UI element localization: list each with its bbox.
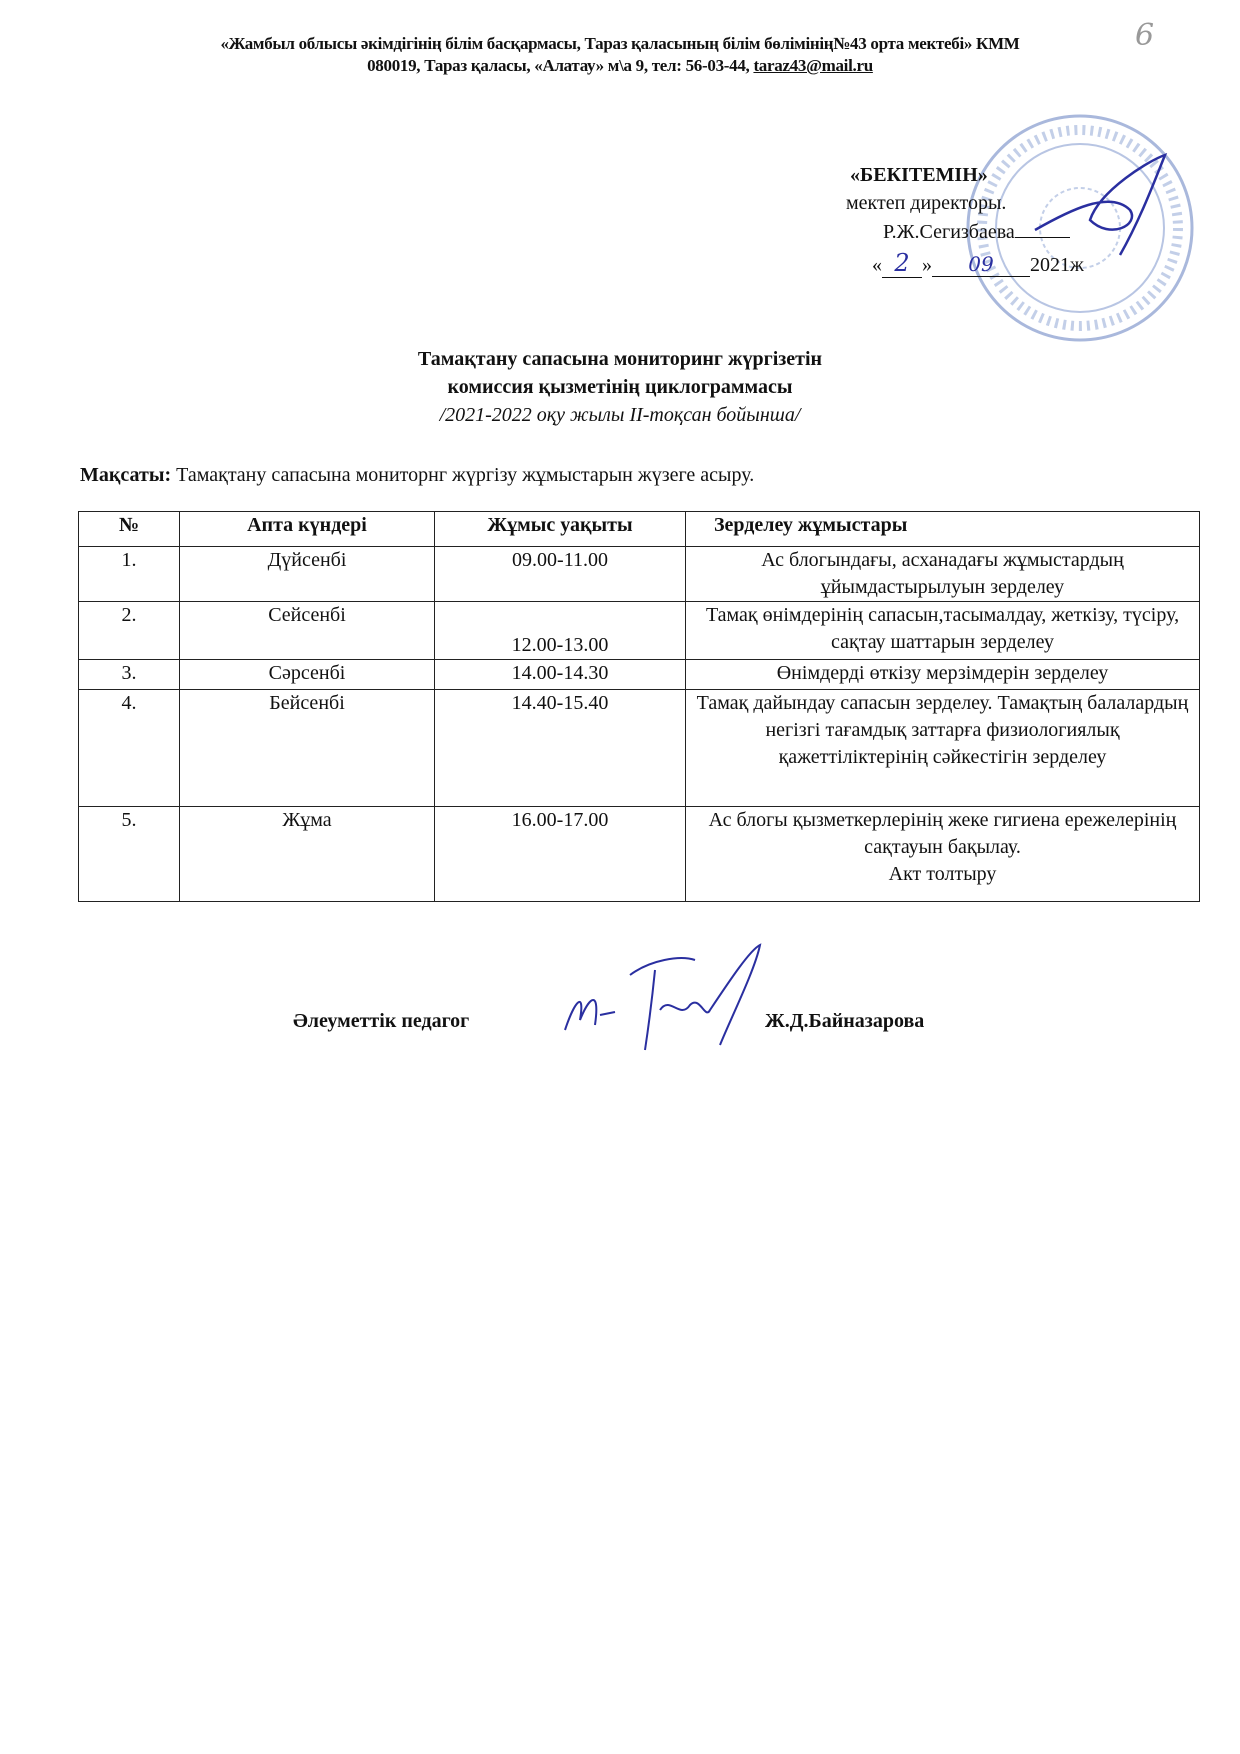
row-task: Өнімдерді өткізу мерзімдерін зерделеу [686, 660, 1200, 690]
date-quote-open: « [872, 254, 882, 276]
row-task: Тамақ өнімдерінің сапасын,тасымалдау, жеткізу, түсіру, сақтау шаттарын зерделеу [686, 602, 1200, 660]
table-header-row [79, 512, 1200, 547]
approval-role: мектеп директоры. [846, 192, 1007, 214]
director-name: Р.Ж.Сегизбаева [883, 221, 1015, 243]
header-time: Жұмыс уақыты [435, 512, 686, 547]
row-number: 1. [79, 547, 180, 602]
row-task: Тамақ дайындау сапасын зерделеу. Тамақтың балалардың негізгі тағамдық заттарға физиологиялық қажеттіліктерінің сәйкестігін зерделеу [686, 690, 1200, 807]
header-number: № [79, 512, 180, 547]
row-day: Бейсенбі [180, 690, 435, 807]
row-task: Ас блогындағы, асханадағы жұмыстардың ұйымдастырылуын зерделеу [686, 547, 1200, 602]
table-row [79, 602, 1200, 660]
row-time: 09.00-11.00 [435, 547, 686, 602]
table-row [79, 690, 1200, 807]
goal-label: Мақсаты: [80, 464, 172, 486]
page-number-mark: 6 [1135, 18, 1155, 53]
row-time: 14.40-15.40 [435, 690, 686, 807]
date-year: 2021ж [1030, 254, 1084, 276]
header-line-2 [0, 56, 1240, 76]
row-day: Жұма [180, 807, 435, 902]
document-title-line-1: Тамақтану сапасына мониторинг жүргізетін [417, 348, 823, 370]
goal-text: Тамақтану сапасына мониторнг жүргізу жұмыстарын жүзеге асыру. [171, 464, 755, 486]
date-day: 2 [882, 249, 922, 278]
row-number: 4. [79, 690, 180, 807]
header-address: 080019, Тараз қаласы, «Алатау» м\а 9, тел: 56-03-44, [367, 56, 754, 75]
approval-heading: «БЕКІТЕМІН» [850, 164, 988, 186]
row-number: 5. [79, 807, 180, 902]
goal-statement [80, 464, 754, 487]
row-number: 2. [79, 602, 180, 660]
header-line-1: «Жамбыл облысы әкімдігінің білім басқармасы, Тараз қаласының білім бөлімінің№43 орта мектебі» КММ [220, 34, 1020, 53]
document-title-line-2: комиссия қызметінің циклограммасы [447, 376, 793, 398]
table-row [79, 660, 1200, 690]
date-month: 09 [932, 252, 1030, 277]
row-task [686, 807, 1200, 902]
document-subtitle: /2021-2022 оқу жылы ІІ-тоқсан бойынша/ [439, 404, 801, 426]
footer-name: Ж.Д.Байназарова [765, 1010, 925, 1032]
row-time: 16.00-17.00 [435, 807, 686, 902]
row-task-extra: Акт толтыру [888, 863, 997, 885]
table-row [79, 807, 1200, 902]
header-task: Зерделеу жұмыстары [686, 512, 1200, 547]
pedagog-signature [560, 940, 770, 1055]
footer-role: Әлеуметтік педагог [293, 1010, 470, 1032]
director-signature [1030, 150, 1180, 260]
schedule-table [78, 511, 1200, 902]
row-number: 3. [79, 660, 180, 690]
row-time: 14.00-14.30 [435, 660, 686, 690]
row-day: Сейсенбі [180, 602, 435, 660]
table-row [79, 547, 1200, 602]
header-weekday: Апта күндері [180, 512, 435, 547]
date-quote-close: » [922, 254, 932, 276]
row-day: Сәрсенбі [180, 660, 435, 690]
row-task-text: Ас блогы қызметкерлерінің жеке гигиена ережелерінің сақтауын бақылау. [708, 809, 1177, 858]
row-day: Дүйсенбі [180, 547, 435, 602]
row-time: 12.00-13.00 [435, 602, 686, 660]
email-link[interactable]: taraz43@mail.ru [753, 56, 873, 75]
